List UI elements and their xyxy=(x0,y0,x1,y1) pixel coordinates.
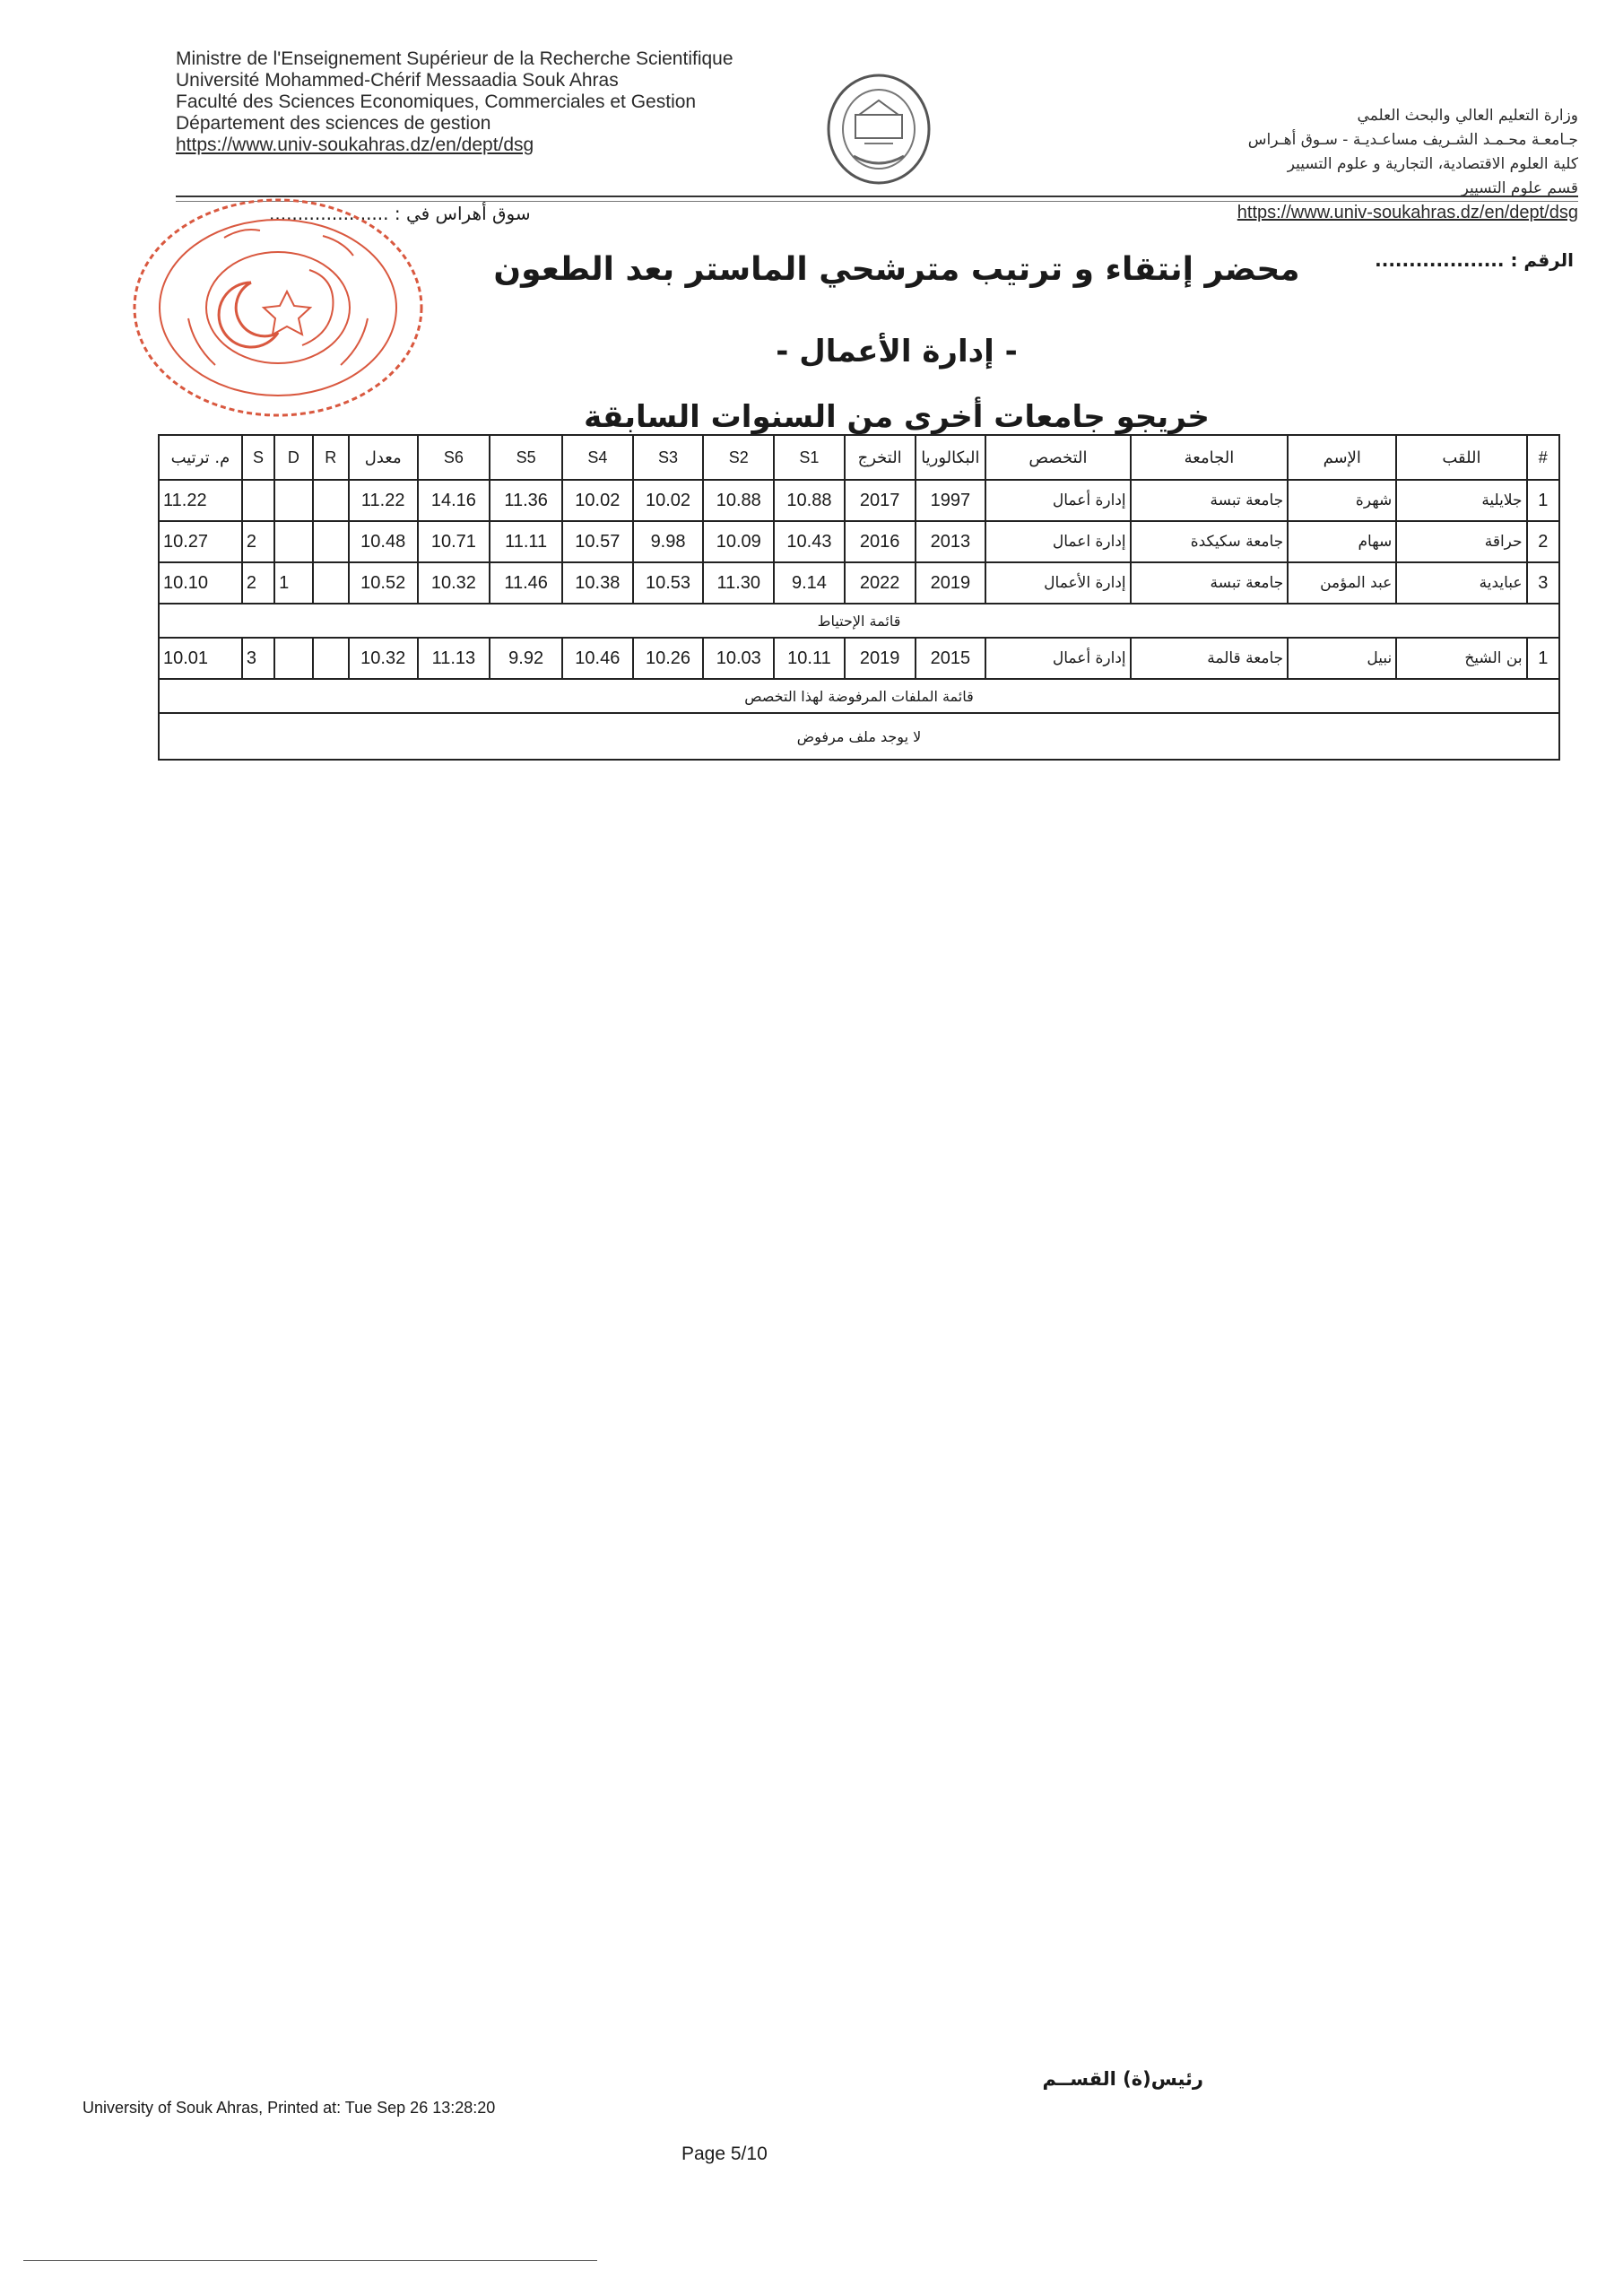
cell-last-name: حراقة xyxy=(1396,521,1526,562)
cell-s1: 9.14 xyxy=(774,562,845,604)
cell-s3: 10.26 xyxy=(633,638,704,679)
cell-number: 2 xyxy=(1527,521,1559,562)
cell-university: جامعة سكيكدة xyxy=(1131,521,1289,562)
cell-s4: 10.46 xyxy=(562,638,633,679)
faculty-ar: كلية العلوم الاقتصادية، التجارية و علوم التسيير xyxy=(1287,155,1578,173)
cell-last-name: عبايدية xyxy=(1396,562,1526,604)
cell-first-name: عبد المؤمن xyxy=(1288,562,1396,604)
cell-s: 2 xyxy=(242,562,274,604)
cell-d: 1 xyxy=(274,562,312,604)
ministry-ar: وزارة التعليم العالي والبحث العلمي xyxy=(1357,107,1578,125)
header-s5: S5 xyxy=(490,435,562,480)
cell-last-name: بن الشيخ xyxy=(1396,638,1526,679)
cell-s2: 10.09 xyxy=(703,521,774,562)
cell-s2: 10.03 xyxy=(703,638,774,679)
header-s1: S1 xyxy=(774,435,845,480)
cell-rank: 10.27 xyxy=(159,521,242,562)
cell-s xyxy=(242,480,274,521)
header-last-name: اللقب xyxy=(1396,435,1526,480)
cell-specialty: إدارة أعمال xyxy=(985,638,1130,679)
footer-rule xyxy=(23,2260,597,2261)
cell-last-name: جلايلية xyxy=(1396,480,1526,521)
department-url-ar[interactable]: https://www.univ-soukahras.dz/en/dept/dsg xyxy=(1237,203,1578,222)
header-d: D xyxy=(274,435,312,480)
faculty-fr: Faculté des Sciences Economiques, Commerciales et Gestion xyxy=(176,91,697,112)
table-row xyxy=(159,521,1559,562)
cell-s6: 10.71 xyxy=(418,521,490,562)
table-row xyxy=(159,638,1559,679)
specialty-title: - إدارة الأعمال - xyxy=(776,334,1018,370)
cell-r xyxy=(313,562,349,604)
category-subtitle: خريجو جامعات أخرى من السنوات السابقة xyxy=(584,399,1210,435)
cell-first-name: نبيل xyxy=(1288,638,1396,679)
cell-s4: 10.38 xyxy=(562,562,633,604)
cell-rank: 10.01 xyxy=(159,638,242,679)
cell-d xyxy=(274,480,312,521)
cell-s: 2 xyxy=(242,521,274,562)
cell-university: جامعة تبسة xyxy=(1131,562,1289,604)
header-number: # xyxy=(1527,435,1559,480)
cell-s4: 10.02 xyxy=(562,480,633,521)
cell-bac: 2015 xyxy=(916,638,986,679)
department-url-fr[interactable]: https://www.univ-soukahras.dz/en/dept/dsg xyxy=(176,135,534,155)
header-specialty: التخصص xyxy=(985,435,1130,480)
department-head-signature-label: رئيس(ة) القســم xyxy=(1042,2068,1203,2090)
table-row xyxy=(159,562,1559,604)
reference-number-line: الرقم : ................... xyxy=(1375,249,1574,271)
header-s4: S4 xyxy=(562,435,633,480)
ministry-fr: Ministre de l'Enseignement Supérieur de la Recherche Scientifique xyxy=(176,48,733,69)
cell-s2: 11.30 xyxy=(703,562,774,604)
cell-bac: 2019 xyxy=(916,562,986,604)
header-s6: S6 xyxy=(418,435,490,480)
cell-number: 3 xyxy=(1527,562,1559,604)
department-ar: قسم علوم التسيير xyxy=(1461,179,1578,197)
cell-specialty: إدارة الأعمال xyxy=(985,562,1130,604)
header-s: S xyxy=(242,435,274,480)
red-official-stamp-icon xyxy=(117,184,430,426)
cell-s6: 14.16 xyxy=(418,480,490,521)
cell-graduation: 2022 xyxy=(845,562,916,604)
university-fr: Université Mohammed-Chérif Messaadia Souk Ahras xyxy=(176,70,619,91)
cell-university: جامعة قالمة xyxy=(1131,638,1289,679)
cell-s1: 10.88 xyxy=(774,480,845,521)
cell-graduation: 2019 xyxy=(845,638,916,679)
cell-average: 10.48 xyxy=(349,521,418,562)
cell-s3: 10.02 xyxy=(633,480,704,521)
cell-number: 1 xyxy=(1527,480,1559,521)
rejected-list-header-row xyxy=(159,679,1559,713)
table-header-row xyxy=(159,435,1559,480)
cell-s4: 10.57 xyxy=(562,521,633,562)
cell-specialty: إدارة اعمال xyxy=(985,521,1130,562)
cell-specialty: إدارة أعمال xyxy=(985,480,1130,521)
header-r: R xyxy=(313,435,349,480)
reserve-list-header-row xyxy=(159,604,1559,638)
cell-rank: 10.10 xyxy=(159,562,242,604)
university-ar: جـامعـة محـمـد الشـريف مساعـديـة - سـوق أهـراس xyxy=(1247,131,1578,149)
rejected-list-label: قائمة الملفات المرفوضة لهذا التخصص xyxy=(159,679,1559,713)
cell-rank: 11.22 xyxy=(159,480,242,521)
header-s3: S3 xyxy=(633,435,704,480)
printed-at-footer: University of Souk Ahras, Printed at: Tue Sep 26 13:28:20 xyxy=(82,2099,496,2117)
cell-s3: 10.53 xyxy=(633,562,704,604)
university-seal-icon xyxy=(823,70,934,192)
cell-university: جامعة تبسة xyxy=(1131,480,1289,521)
cell-first-name: سهام xyxy=(1288,521,1396,562)
cell-graduation: 2016 xyxy=(845,521,916,562)
cell-s5: 9.92 xyxy=(490,638,562,679)
cell-s5: 11.11 xyxy=(490,521,562,562)
cell-average: 11.22 xyxy=(349,480,418,521)
cell-graduation: 2017 xyxy=(845,480,916,521)
header-bac: البكالوريا xyxy=(916,435,986,480)
rejected-list-none: لا يوجد ملف مرفوض xyxy=(159,713,1559,760)
document-title: محضر إنتقاء و ترتيب مترشحي الماستر بعد الطعون xyxy=(493,251,1300,288)
cell-s: 3 xyxy=(242,638,274,679)
cell-s3: 9.98 xyxy=(633,521,704,562)
reserve-list-label: قائمة الإحتياط xyxy=(159,604,1559,638)
cell-bac: 2013 xyxy=(916,521,986,562)
cell-d xyxy=(274,521,312,562)
candidates-table xyxy=(158,434,1560,761)
header-average: معدل xyxy=(349,435,418,480)
cell-average: 10.32 xyxy=(349,638,418,679)
cell-first-name: شهرة xyxy=(1288,480,1396,521)
rejected-list-empty-row xyxy=(159,713,1559,760)
header-university: الجامعة xyxy=(1131,435,1289,480)
cell-number: 1 xyxy=(1527,638,1559,679)
cell-s5: 11.36 xyxy=(490,480,562,521)
cell-s6: 10.32 xyxy=(418,562,490,604)
cell-s1: 10.11 xyxy=(774,638,845,679)
page-number: Page 5/10 xyxy=(681,2144,768,2164)
header-arabic xyxy=(1022,104,1578,225)
cell-average: 10.52 xyxy=(349,562,418,604)
cell-s1: 10.43 xyxy=(774,521,845,562)
cell-r xyxy=(313,521,349,562)
cell-r xyxy=(313,638,349,679)
cell-s6: 11.13 xyxy=(418,638,490,679)
cell-r xyxy=(313,480,349,521)
cell-s2: 10.88 xyxy=(703,480,774,521)
cell-s5: 11.46 xyxy=(490,562,562,604)
header-first-name: الإسم xyxy=(1288,435,1396,480)
cell-d xyxy=(274,638,312,679)
department-fr: Département des sciences de gestion xyxy=(176,113,491,134)
cell-bac: 1997 xyxy=(916,480,986,521)
table-row xyxy=(159,480,1559,521)
place-date-line: سوق أهراس في : ..................... xyxy=(269,203,531,224)
header-french xyxy=(176,48,821,156)
header-s2: S2 xyxy=(703,435,774,480)
header-rank: م. ترتيب xyxy=(159,435,242,480)
header-graduation: التخرج xyxy=(845,435,916,480)
